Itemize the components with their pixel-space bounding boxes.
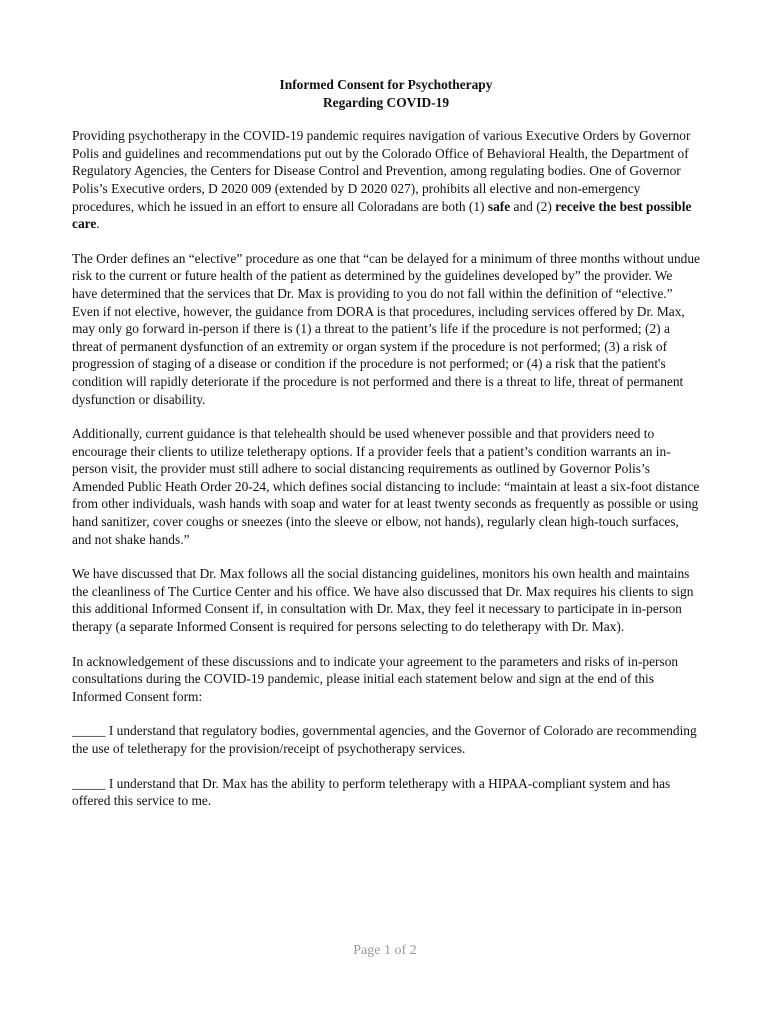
- paragraph-elective-definition: The Order defines an “elective” procedure as one that “can be delayed for a minimum of three months without undue risk to the current or future health of the patient as determined by the guidelines developed by” the provider. We have determined that the services that Dr. Max is providing to you do not fall within the definition of “elective.” Even if not elective, however, the guidance from DORA is that procedures, including services offered by Dr. Max, may only go forward in-person if there is (1) a threat to the patient’s life if the procedure is not performed; (2) a threat of permanent dysfunction of an extremity or organ system if the procedure is not performed; (3) a risk of progression of staging of a disease or condition if the procedure is not performed; or (4) a risk that the patient's condition will rapidly deteriorate if the procedure is not performed and there is a threat to life, threat of permanent dysfunction or disability.: [72, 250, 700, 407]
- paragraph-intro-mid: and (2): [510, 198, 556, 214]
- paragraph-social-distancing: We have discussed that Dr. Max follows all the social distancing guidelines, monitors his own health and maintains the cleanliness of The Curtice Center and his office. We have also discussed that Dr. Max requires his clients to sign this additional Informed Consent if, in consultation with Dr. Max, they feel it necessary to participate in in-person therapy (a separate Informed Consent is required for persons selecting to do teletherapy with Dr. Max).: [72, 566, 694, 635]
- initial-statement-2[interactable]: _____ I understand that Dr. Max has the ability to perform teletherapy with a HIPAA-compliant system and has offered this service to me.: [72, 775, 671, 809]
- page-number: Page 1 of 2: [353, 943, 417, 958]
- title-line-1: Informed Consent for Psychotherapy: [279, 77, 493, 92]
- initial-statement-1[interactable]: _____ I understand that regulatory bodies, governmental agencies, and the Governor of Colorado are recommending the use of teletherapy for the provision/receipt of psychotherapy services.: [72, 723, 697, 756]
- document-title: [72, 76, 700, 111]
- paragraph-telehealth-guidance: Additionally, current guidance is that telehealth should be used whenever possible and that providers need to encourage their clients to utilize teletherapy options. If a provider feels that a patient’s condition warrants an in-person visit, the provider must still adhere to social distancing requirements as outlined by Governor Polis’s Amended Public Heath Order 20-24, which defines social distancing to include: “maintain at least a six-foot distance from other individuals, wash hands with soap and water for at least twenty seconds as frequently as possible or using hand sanitizer, cover coughs or sneezes (into the sleeve or elbow, not hands), regularly clean high-touch surfaces, and not shake hands.”: [72, 426, 700, 547]
- bold-best-care: receive the best possible care: [72, 198, 692, 232]
- document-body: [72, 76, 700, 827]
- title-line-2: Regarding COVID-19: [322, 94, 450, 110]
- paragraph-acknowledgement: In acknowledgement of these discussions and to indicate your agreement to the parameters and risks of in-person consultations during the COVID-19 pandemic, please initial each statement below and sign at the end of this Informed Consent form:: [72, 653, 679, 704]
- paragraph-intro-end: .: [96, 216, 100, 232]
- paragraph-intro: [72, 127, 700, 233]
- paragraph-intro-text: Providing psychotherapy in the COVID-19 pandemic requires navigation of various Executive Orders by Governor Polis and guidelines and recommendations put out by the Colorado Office of Behavioral Health, the Department of Regulatory Agencies, the Centers for Disease Control and Prevention, among regulating bodies. One of Governor Polis’s Executive orders, D 2020 009 (extended by D 2020 027), prohibits all elective and non-emergency procedures, which he issued in an effort to ensure all Coloradans are both (1): [72, 128, 691, 214]
- bold-safe: safe: [487, 198, 511, 214]
